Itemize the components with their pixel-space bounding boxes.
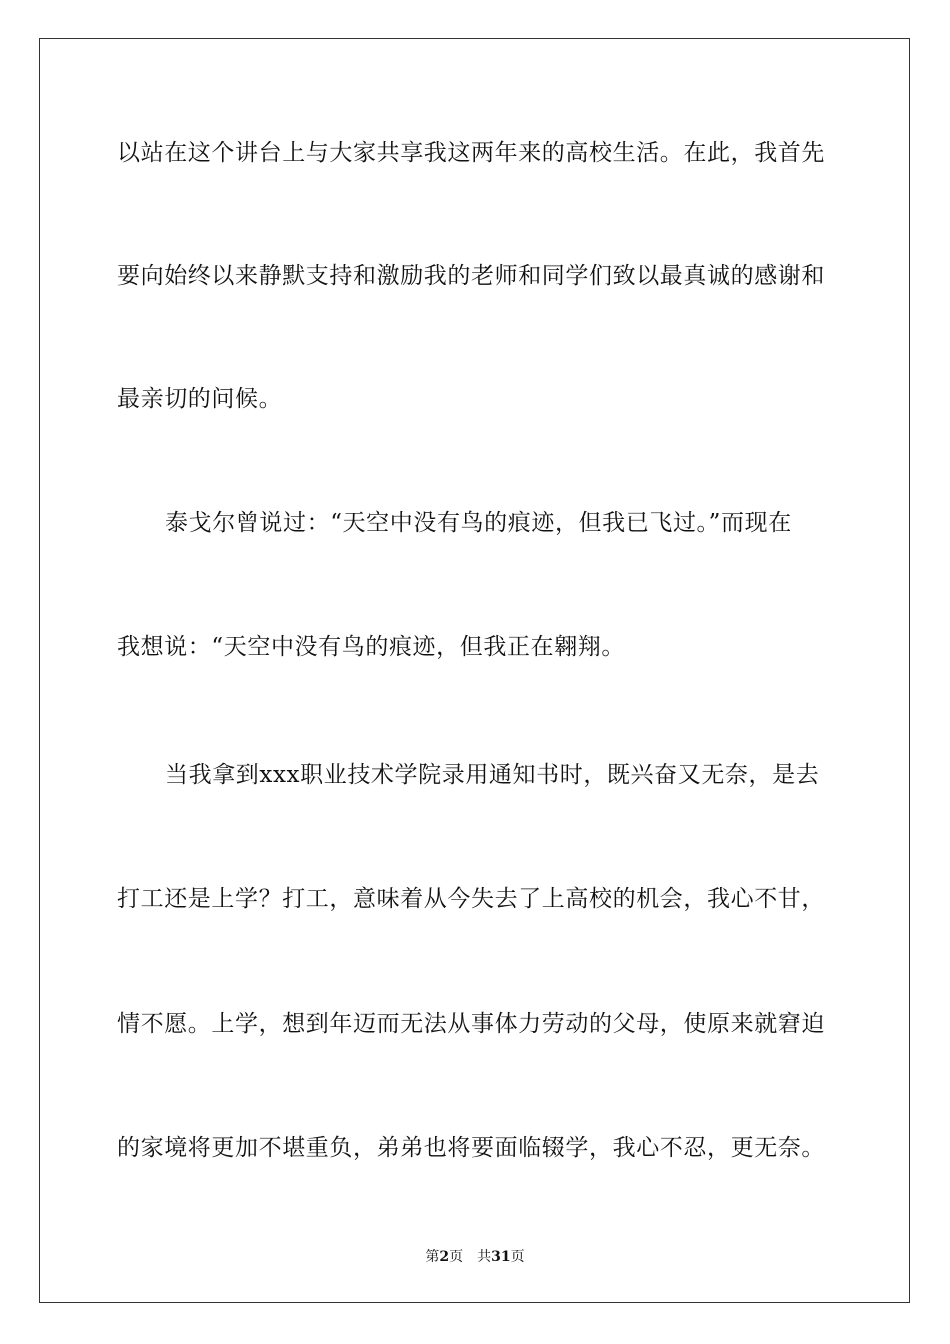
page-number: 2 [439,1249,450,1265]
page-prefix: 第 [425,1249,440,1265]
paragraph-start-line: 当我拿到xxx职业技术学院录用通知书时，既兴奋又无奈，是去 [165,762,820,788]
page-footer [0,1247,950,1267]
text-line: 情不愿。上学，想到年迈而无法从事体力劳动的父母，使原来就窘迫 [117,1011,825,1037]
text-line: 的家境将更加不堪重负，弟弟也将要面临辍学，我心不忍，更无奈。 [117,1135,825,1161]
text-line: 我想说：“天空中没有鸟的痕迹，但我正在翱翔。 [117,634,625,660]
page-suffix: 页 [449,1249,464,1265]
text-line: 打工还是上学？打工，意味着从今失去了上高校的机会，我心不甘， [117,886,825,912]
page-border [39,38,910,1303]
total-suffix: 页 [510,1249,525,1265]
text-line: 要向始终以来静默支持和激励我的老师和同学们致以最真诚的感谢和 [117,263,825,289]
text-line: 以站在这个讲台上与大家共享我这两年来的高校生活。在此，我首先 [117,140,825,166]
total-prefix: 共 [477,1249,492,1265]
total-pages: 31 [491,1249,511,1265]
text-line: 最亲切的问候。 [117,386,283,412]
paragraph-start-line: 泰戈尔曾说过：“天空中没有鸟的痕迹，但我已飞过。”而现在 [165,510,792,536]
